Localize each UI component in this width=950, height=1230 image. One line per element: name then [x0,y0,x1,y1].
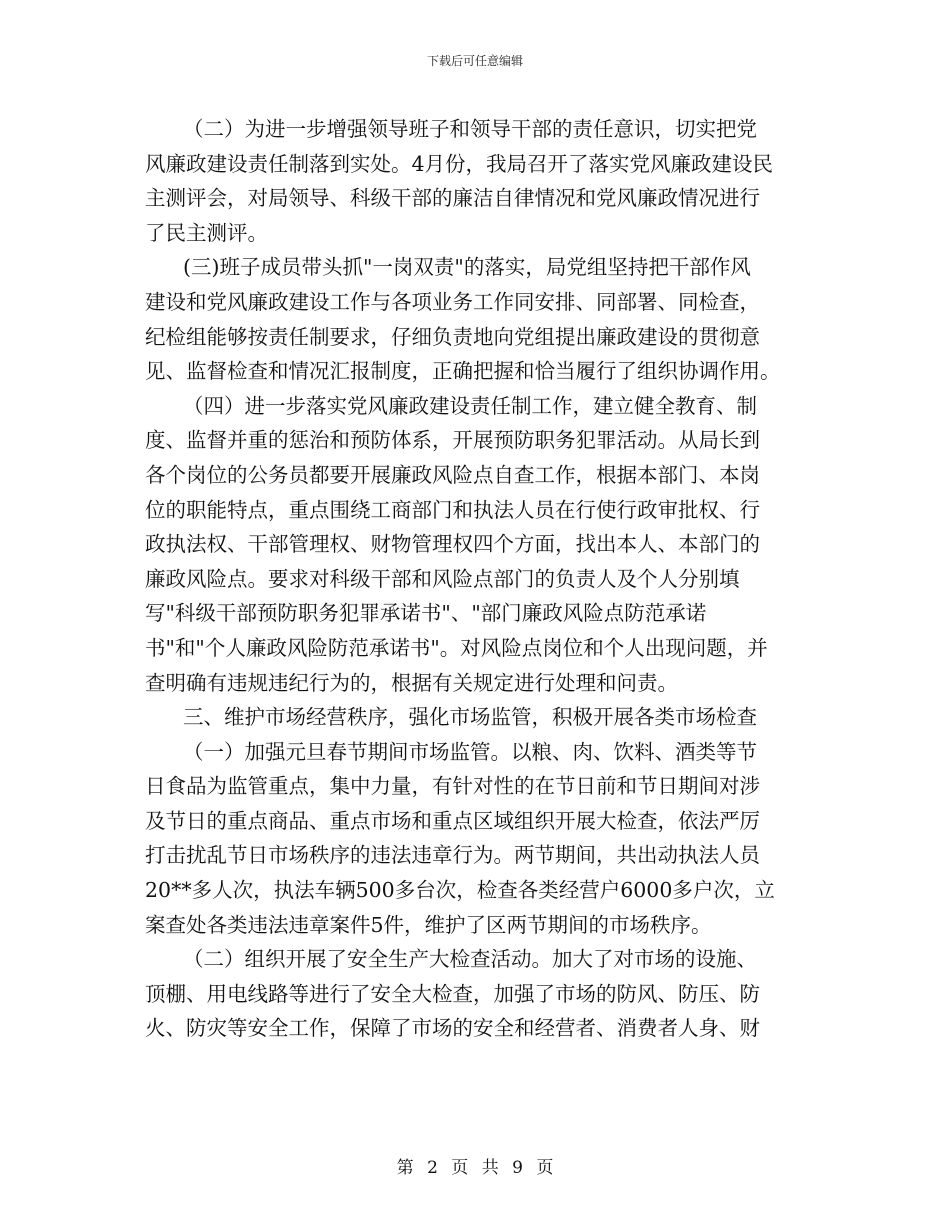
paragraph-line: (三)班子成员带头抓"一岗双责"的落实，局党组坚持把干部作风 [183,255,751,280]
paragraph-line: 见、监督检查和情况汇报制度，正确把握和恰当履行了组织协调作用。 [145,359,781,384]
footer-page-label: 页 [451,1158,469,1178]
section-heading: 三、维护市场经营秩序，强化市场监管，积极开展各类市场检查 [183,705,757,730]
paragraph-line: 纪检组能够按责任制要求，仔细负责地向党组提出廉政建设的贯彻意 [145,324,760,349]
paragraph-line: （一）加强元旦春节期间市场监管。以粮、肉、饮料、酒类等节 [183,739,757,764]
paragraph-line: 风廉政建设责任制落到实处。4月份，我局召开了落实党风廉政建设民 [145,151,774,176]
paragraph-line: 廉政风险点。要求对科级干部和风险点部门的负责人及个人分别填 [145,566,740,591]
paragraph-line: 书"和"个人廉政风险防范承诺书"。对风险点岗位和个人出现问题，并 [145,635,768,660]
paragraph-line: 政执法权、干部管理权、财物管理权四个方面，找出本人、本部门的 [145,532,760,557]
paragraph-line: 火、防灾等安全工作，保障了市场的安全和经营者、消费者人身、财 [145,1016,760,1041]
page-number: 2 [427,1158,438,1178]
paragraph-line: （二）为进一步增强领导班子和领导干部的责任意识，切实把党 [183,117,757,141]
paragraph-line: 顶棚、用电线路等进行了安全大检查，加强了市场的防风、防压、防 [145,981,760,1006]
document-body [145,112,810,1046]
total-pages: 9 [512,1158,523,1178]
paragraph-line: 20**多人次，执法车辆500多台次，检查各类经营户6000多户次，立 [145,878,775,903]
page-footer [0,1153,950,1178]
paragraph-line: （二）组织开展了安全生产大检查活动。加大了对市场的设施、 [183,947,757,972]
footer-total-label: 页 [536,1158,554,1178]
paragraph-line: 写"科级干部预防职务犯罪承诺书"、"部门廉政风险点防范承诺 [145,601,707,626]
paragraph-line: 及节日的重点商品、重点市场和重点区域组织开展大检查，依法严厉 [145,808,760,833]
footer-total-prefix: 共 [481,1158,499,1178]
paragraph-line: （四）进一步落实党风廉政建设责任制工作，建立健全教育、制 [183,393,757,418]
paragraph-line: 案查处各类违法违章案件5件，维护了区两节期间的市场秩序。 [145,912,712,937]
paragraph-line: 查明确有违规违纪行为的，根据有关规定进行处理和问责。 [145,670,678,695]
paragraph-line: 各个岗位的公务员都要开展廉政风险点自查工作，根据本部门、本岗 [145,462,760,487]
paragraph-line: 位的职能特点，重点围绕工商部门和执法人员在行使行政审批权、行 [145,497,760,522]
paragraph-line: 度、监督并重的惩治和预防体系，开展预防职务犯罪活动。从局长到 [145,428,760,453]
paragraph-line: 建设和党风廉政建设工作与各项业务工作同安排、同部署、同检查， [145,289,760,314]
paragraph-line: 了民主测评。 [145,220,268,245]
paragraph-line: 打击扰乱节日市场秩序的违法违章行为。两节期间，共出动执法人员 [145,843,760,868]
paragraph-line: 主测评会，对局领导、科级干部的廉洁自律情况和党风廉政情况进行 [145,186,760,211]
header-note: 下载后可任意编辑 [426,54,523,68]
footer-prefix: 第 [396,1158,414,1178]
paragraph-line: 日食品为监管重点，集中力量，有针对性的在节日前和节日期间对涉 [145,774,760,799]
